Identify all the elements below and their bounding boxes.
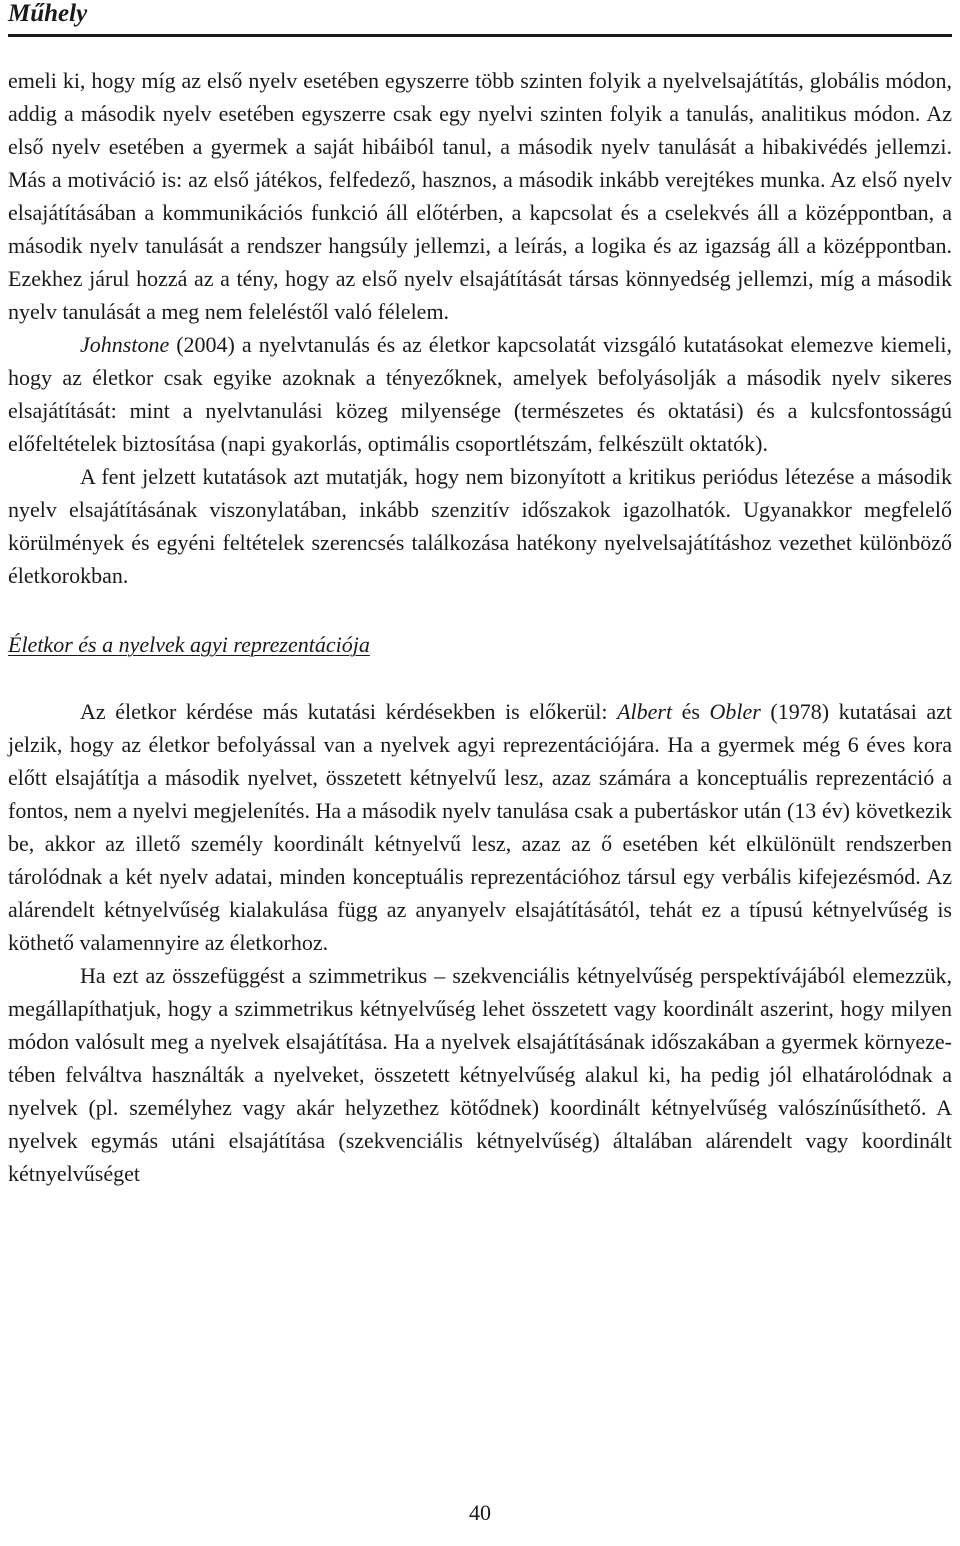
paragraph-3: A fent jelzett kutatások azt mutatják, hogy nem bizonyított a kritikus periódus létezése a második nyelv elsajátításának viszonylatában, inkább szenzitív időszakok igazolhatók. Ugyanakkor megfelelő körülmények és egyéni feltételek szerencsés találkozása hatékony nyelvelsajátításhoz vezethet különböző életkorokban. xyxy=(8,464,952,588)
paragraph-5: Ha ezt az összefüggést a szimmetrikus – szekvenciális kétnyelvűség perspektívájából elemezzük, megállapíthatjuk, hogy a szimmetrikus kétnyelvűség lehet összetett vagy koordinált aszerint, hogy milyen módon valósult meg a nyelvek elsajátítása. Ha a nyelvek elsajátításának időszakában a gyermek környezetében felváltva használták a nyelveket, összetett kétnyelvűség alakul ki, ha pedig jól elhatárolódnak a nyelvek (pl. személyhez vagy akár helyzethez kötődnek) koordinált kétnyelvűség valószínűsíthető. A nyelvek egymás utáni elsajátítása (szekvenciális kétnyelvűség) általában alárendelt vagy koordinált kétnyelvűséget xyxy=(8,963,952,1186)
article-body xyxy=(8,64,952,1190)
paragraph-2-text: (2004) a nyelvtanulás és az életkor kapcsolatát vizsgáló kutatásokat elemezve kiemeli, hogy az életkor csak egyike azoknak a tényezőknek, amelyek befolyásolják a második nyelv sikeres elsajátítását: mint a nyelvtanulási közeg milyensége (természetes és oktatási) és a kulcsfontosságú előfeltételek biztosítása (napi gyakorlás, optimális csoportlétszám, felkészült oktatók). xyxy=(8,332,952,456)
paragraph-4-and: és xyxy=(672,699,710,724)
author-johnstone: Johnstone xyxy=(80,332,170,357)
paragraph-4 xyxy=(8,695,952,959)
section-heading: Életkor és a nyelvek agyi reprezentációja xyxy=(8,632,370,657)
page-number: 40 xyxy=(469,1500,491,1525)
paragraph-1: emeli ki, hogy míg az első nyelv esetében egyszerre több szinten folyik a nyelvelsajátítás, globális módon, addig a második nyelv esetében egyszerre csak egy nyelvi szinten folyik a tanulás, analitikus módon. Az első nyelv esetében a gyermek a saját hibáiból tanul, a második nyelv tanulását a hibakivédés jellemzi. Más a motiváció is: az első játékos, felfedező, hasznos, a második inkább verejtékes munka. Az első nyelv elsajátításában a kommunikációs funkció áll előtérben, a kapcsolat és a cselekvés áll a középpontban, a második nyelv tanulását a rendszer hangsúly jellemzi, a leírás, a logika és az igazság áll a középpontban. Ezekhez járul hozzá az a tény, hogy az első nyelv elsajátítását társas könnyedség jellemzi, míg a második nyelv tanulását a meg nem feleléstől való félelem. xyxy=(8,68,952,324)
author-obler: Obler xyxy=(709,699,761,724)
author-albert: Albert xyxy=(617,699,673,724)
paragraph-4-rest: (1978) kutatásai azt jelzik, hogy az életkor befolyással van a nyelvek agyi reprezentációjára. Ha a gyermek még 6 éves kora előtt elsajátítja a második nyelvet, összetett kétnyelvű lesz, azaz számára a konceptuális reprezentáció a fontos, nem a nyelvi megjelenítés. Ha a második nyelv tanulása csak a pubertáskor után (13 év) következik be, akkor az illető személy koordinált kétnyelvű lesz, azaz az ő esetében két elkülönült rendszerben tárolódnak a két nyelv adatai, minden konceptuális reprezentációhoz társul egy verbális kifejezésmód. Az alárendelt kétnyelvűség kialakulása függ az anyanyelv elsajátításától, tehát ez a típusú kétnyelvűség is köthető valamennyire az életkorhoz. xyxy=(8,699,953,955)
paragraph-2 xyxy=(8,328,952,460)
paragraph-4-start: Az életkor kérdése más kutatási kérdésekben is előkerül: xyxy=(80,699,618,724)
page-header xyxy=(8,0,952,37)
section-title: Műhely xyxy=(8,0,88,27)
